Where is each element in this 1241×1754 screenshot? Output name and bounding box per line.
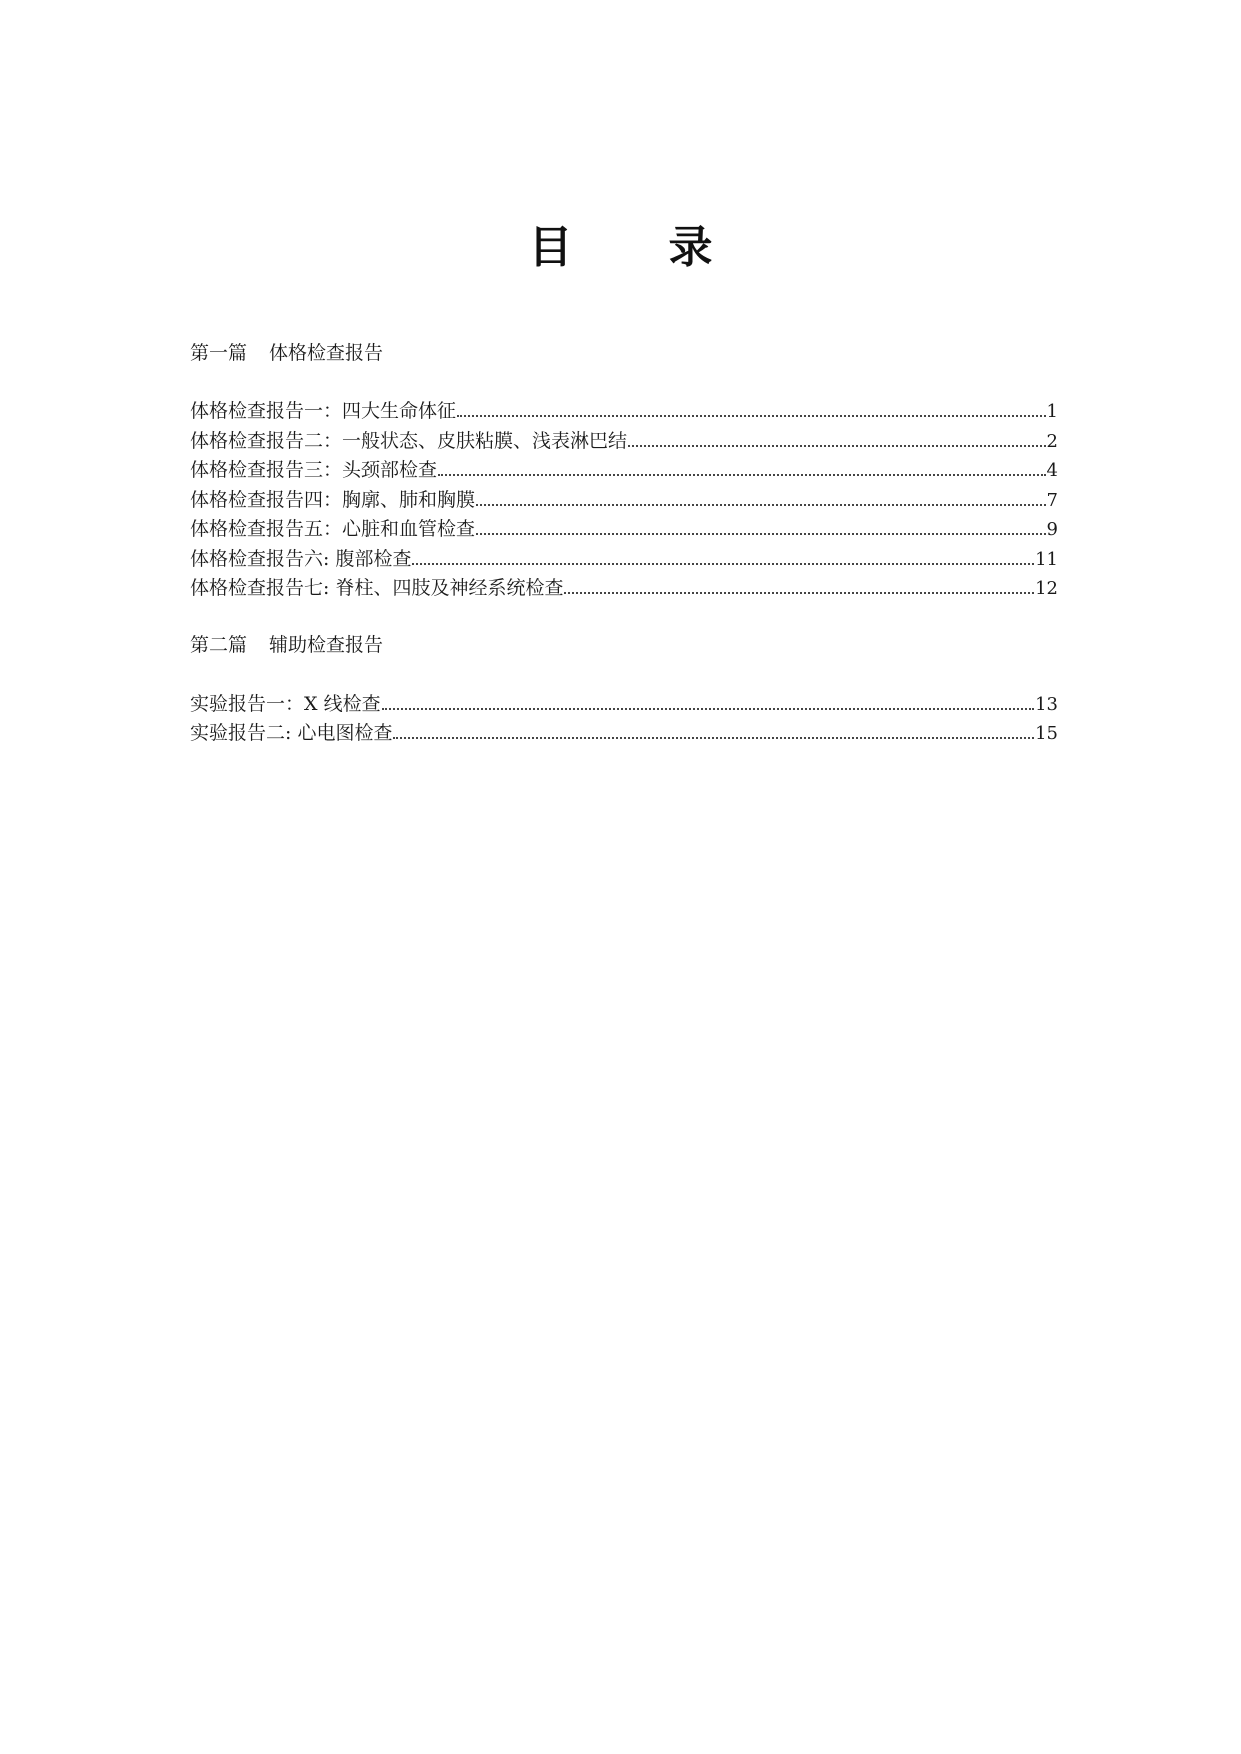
part-1-heading	[190, 340, 383, 366]
toc-entry-page: 15	[1035, 723, 1058, 744]
dot-leader	[382, 690, 1035, 710]
toc-entry-page: 1	[1046, 401, 1058, 422]
part-1-title: 体格检查报告	[269, 342, 384, 364]
toc-entry-label: 体格检查报告四：胸廓、肺和胸膜	[190, 489, 476, 511]
toc-entry-label: 体格检查报告七: 脊柱、四肢及神经系统检查	[190, 577, 564, 599]
toc-entry[interactable]	[190, 544, 1058, 574]
title-char-1: 目	[528, 222, 573, 273]
part-2-heading	[190, 632, 383, 658]
toc-entry[interactable]	[190, 573, 1058, 603]
toc-entry-label: 实验报告二: 心电图检查	[190, 722, 393, 744]
toc-entry-label: 体格检查报告三：头颈部检查	[190, 459, 438, 481]
dot-leader	[457, 397, 1046, 417]
dot-leader	[438, 456, 1046, 476]
toc-entry-label: 体格检查报告一：四大生命体征	[190, 400, 457, 422]
dot-leader	[476, 486, 1046, 506]
dot-leader	[564, 574, 1034, 594]
dot-leader	[393, 719, 1034, 739]
toc-entry-label: 体格检查报告五：心脏和血管检查	[190, 518, 476, 540]
part-2-number: 第二篇	[190, 634, 248, 656]
toc-entry[interactable]	[190, 718, 1058, 748]
toc-entry-page: 12	[1035, 578, 1058, 599]
toc-entry-page: 9	[1046, 519, 1058, 540]
toc-entry-page: 4	[1046, 460, 1058, 481]
toc-entry[interactable]	[190, 455, 1058, 485]
title-char-2: 录	[668, 222, 713, 273]
toc-entry-label: 体格检查报告六: 腹部检查	[190, 548, 412, 570]
dot-leader	[412, 545, 1034, 565]
dot-leader	[628, 427, 1046, 447]
toc-entry[interactable]	[190, 396, 1058, 426]
toc-entry-label: 实验报告一：X 线检查	[190, 693, 381, 715]
toc-entry-page: 13	[1035, 694, 1058, 715]
part-1-number: 第一篇	[190, 342, 248, 364]
toc-entry[interactable]	[190, 689, 1058, 719]
part-2-title: 辅助检查报告	[269, 634, 384, 656]
toc-entry-page: 2	[1046, 431, 1058, 452]
toc-entry-page: 7	[1046, 490, 1058, 511]
toc-entry[interactable]	[190, 485, 1058, 515]
toc-entry-label: 体格检查报告二：一般状态、皮肤粘膜、浅表淋巴结	[190, 430, 628, 452]
page-title	[0, 218, 1241, 278]
toc-entry-page: 11	[1035, 549, 1058, 570]
toc-entry[interactable]	[190, 426, 1058, 456]
dot-leader	[476, 515, 1046, 535]
toc-entry[interactable]	[190, 514, 1058, 544]
